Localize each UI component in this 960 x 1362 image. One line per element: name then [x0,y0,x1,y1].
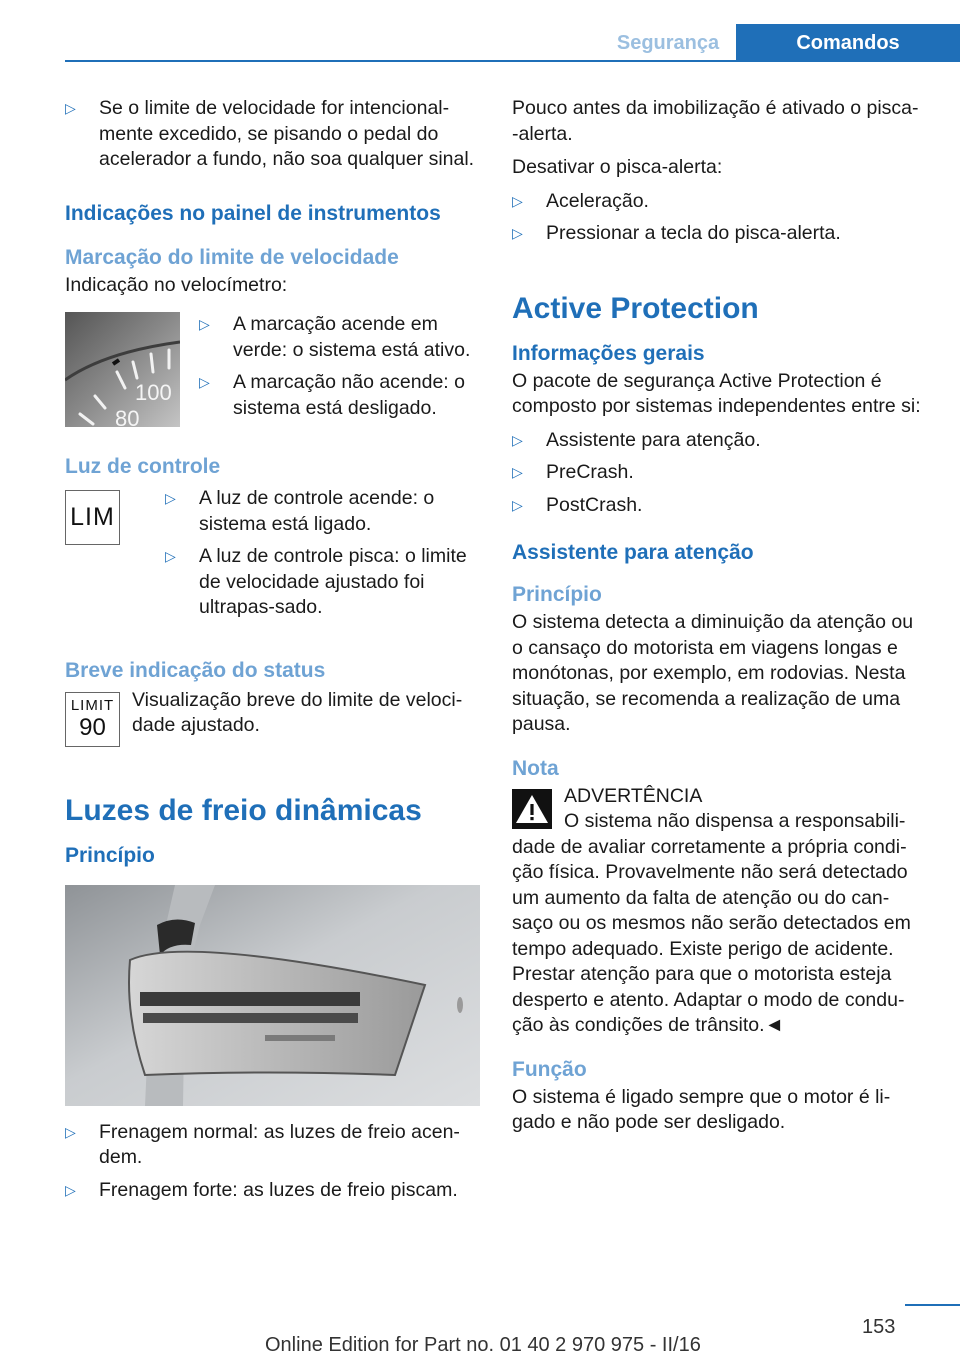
left-column [65,96,480,1210]
page-number: 153 [862,1316,896,1338]
paragraph-principio: O sistema detecta a diminuição da atenção ou o cansaço do motorista em viagens longas e monótonas, por exemplo, em rodovias. Nesta situação, se recomenda a realização de uma pausa. [512,611,914,735]
header-rule [65,60,960,62]
bullet-triangle-icon: ▷ [65,1181,76,1198]
list-item [65,96,480,173]
marcacao-list [199,312,480,428]
list-item [165,486,480,537]
heading-luzes-freio: Luzes de freio dinâmicas [65,793,422,827]
bullet-text: A marcação acende em verde: o sistema está ativo. [233,313,471,361]
bullet-text: A luz de controle acende: o sistema está ligado. [199,487,435,535]
luz-list [165,486,480,628]
list-item [65,1178,480,1204]
warning-body: dade de avaliar corretamente a própria condi-ção física. Provavelmente não será detectado um aumento da falta de atenção ou do can-saço ou os mesmos não serão detectados em tempo adequado. Existe perigo de acidente. Prestar atenção para que o motorista esteja desperto e atento. Adaptar o modo de condu-ção às condições de trânsito.◄ [512,835,911,1036]
bullet-triangle-icon: ▷ [512,192,523,209]
bullet-text: PostCrash. [546,493,643,516]
heading-principio-right: Princípio [512,583,602,606]
bullet-triangle-icon: ▷ [65,100,76,116]
list-item [512,460,922,486]
limit-icon-label: LIMIT [70,697,115,714]
bullet-text: Se o limite de velocidade for intencional-mente excedido, se pisando o pedal do acelerador a fundo, não soa qualquer sinal. [99,97,475,170]
speedometer-block [65,312,480,428]
bullet-triangle-icon: ▷ [512,464,523,480]
warning-block [512,784,922,835]
right-column [512,96,922,1144]
list-item [65,1120,480,1171]
paragraph-info: O pacote de segurança Active Protection é composto por sistemas independentes entre si: [512,369,921,417]
speedo-label-100: 100 [135,380,172,405]
paragraph-funcao: O sistema é ligado sempre que o motor é li-gado e não pode ser desligado. [512,1085,891,1133]
limit-icon-value: 90 [79,714,106,741]
paragraph-desativar: Desativar o pisca-alerta: [512,156,723,178]
warning-triangle-icon [512,789,552,829]
warning-head [564,784,922,835]
paragraph-velocimetro: Indicação no velocímetro: [65,273,288,296]
bullet-text: A marcação não acende: o sistema está desligado. [233,371,465,419]
header-tab-comandos[interactable]: Comandos [736,24,960,62]
heading-assistente: Assistente para atenção [512,541,754,564]
paragraph-pisca: Pouco antes da imobilização é ativado o pisca--alerta. [512,97,919,145]
list-item [199,312,480,363]
heading-marcacao: Marcação do limite de velocidade [65,245,399,269]
edition-text: Online Edition for Part no. 01 40 2 970 975 - II/16 [265,1334,701,1356]
footer-rule [905,1304,960,1306]
warning-first-line: O sistema não dispensa a responsabili- [564,810,906,832]
bullet-text: Aceleração. [546,189,649,212]
bullet-text: Frenagem forte: as luzes de freio piscam. [99,1178,458,1201]
header-tab-seguranca[interactable]: Segurança [616,32,720,54]
bullet-triangle-icon: ▷ [512,431,523,448]
heading-funcao: Função [512,1057,587,1081]
list-item [165,544,480,621]
bullet-triangle-icon: ▷ [199,316,210,332]
taillight-image [65,885,480,1106]
lim-icon: LIM [65,490,120,545]
list-item [512,189,922,215]
heading-principio-left: Princípio [65,843,155,867]
heading-luz-controle: Luz de controle [65,455,221,478]
bullet-triangle-icon: ▷ [512,496,523,513]
bullet-triangle-icon: ▷ [65,1123,76,1140]
breve-block [65,688,480,747]
bullet-triangle-icon: ▷ [512,225,523,241]
speedometer-image [65,312,180,427]
heading-breve: Breve indicação do status [65,658,326,682]
bullet-text: PreCrash. [546,461,634,483]
list-item [512,221,922,247]
limit-90-icon [65,692,120,747]
speedo-label-80: 80 [115,406,140,427]
bullet-text: A luz de controle pisca: o limite de velocidade ajustado foi ultrapas-sado. [199,545,467,618]
heading-indicacoes: Indicações no painel de instrumentos [65,201,441,225]
bullet-triangle-icon: ▷ [165,490,176,506]
luz-block [65,486,480,628]
list-item [199,370,480,421]
list-item [512,428,922,454]
heading-informacoes-gerais: Informações gerais [512,341,705,365]
heading-active-protection: Active Protection [512,291,759,325]
paragraph-breve: Visualização breve do limite de veloci-dade ajustado. [132,688,463,736]
bullet-text: Frenagem normal: as luzes de freio acen-dem. [99,1120,460,1168]
bullet-text: Pressionar a tecla do pisca-alerta. [546,222,841,244]
bullet-triangle-icon: ▷ [199,374,210,390]
heading-nota: Nota [512,756,559,780]
bullet-text: Assistente para atenção. [546,428,761,451]
bullet-triangle-icon: ▷ [165,548,176,564]
list-item [512,493,922,519]
warning-title: ADVERTÊNCIA [564,784,703,807]
